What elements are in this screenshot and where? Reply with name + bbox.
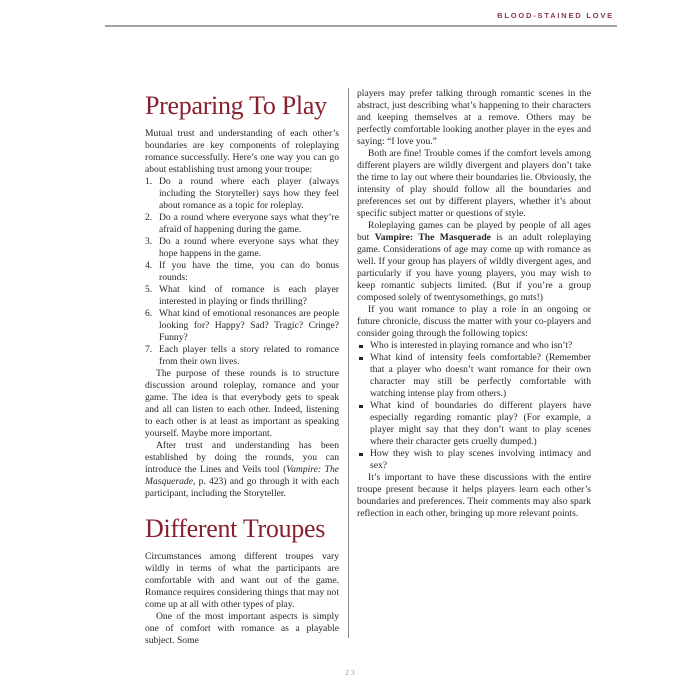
paragraph: The purpose of these rounds is to structure discussion around roleplay, romance and your game. The idea is that everybody gets to speak and all can listen to each other. Indeed, listening to each other is at least as important as speaking yourself. Maybe more important.	[145, 368, 339, 439]
column-divider	[348, 88, 349, 638]
paragraph	[357, 220, 591, 304]
paragraph: If you want romance to play a role in an ongoing or future chronicle, discuss the matter with your co-players and consider going through the following topics:	[357, 304, 591, 339]
discussion-topics-list	[357, 340, 591, 472]
list-item: Do a round where everyone says what they hope happens in the game.	[159, 236, 339, 259]
page-number: 23	[345, 668, 357, 677]
paragraph: Circumstances among different troupes vary wildly in terms of what the participants are comfortable with and want out of the game. Romance requires considering things that may not come up at all with other types of play.	[145, 551, 339, 610]
running-header: BLOOD-STAINED LOVE	[497, 11, 614, 20]
list-item: How they wish to play scenes involving intimacy and sex?	[357, 448, 591, 472]
paragraph: players may prefer talking through romantic scenes in the abstract, just describing what’s happening to their characters and keeping themselves at a remove. Others may be perfectly comfortable looking another player in the eyes and saying: “I love you.”	[357, 88, 591, 147]
section-heading-different-troupes: Different Troupes	[145, 514, 326, 543]
paragraph: One of the most important aspects is simply one of comfort with romance as a playable subject. Some	[145, 611, 339, 646]
text-run: , p. 423) and go through it with each participant, including the Storyteller.	[145, 476, 339, 499]
text-run: Roleplaying games can be played by people of all ages but	[357, 220, 591, 243]
list-item: What kind of boundaries do different players have especially regarding romantic play? (For example, a player might say that they don’t want to play scenes where their character gets cruelly dumped.)	[357, 400, 591, 448]
list-item: What kind of emotional resonances are people looking for? Happy? Sad? Tragic? Cringe? Funny?	[159, 308, 339, 343]
list-item: If you have the time, you can do bonus rounds:	[159, 260, 339, 283]
paragraph: Both are fine! Trouble comes if the comfort levels among different players are wildly divergent and players don’t take the time to lay out where their boundaries lie. Obviously, the intensity of play should follow all the boundaries and preferences set out by different players, whether it’s about specific subject matter or questions of style.	[357, 148, 591, 219]
list-item: Who is interested in playing romance and who isn’t?	[357, 340, 591, 352]
paragraph	[145, 440, 339, 500]
intro-paragraph: Mutual trust and understanding of each other’s boundaries are key components of roleplaying romance successfully. Here’s one way you can go about establishing trust among your troupe:	[145, 128, 339, 175]
book-title-bold: Vampire: The Masquerade	[374, 232, 491, 243]
list-item: Do a round where everyone says what they’re afraid of happening during the game.	[159, 212, 339, 235]
trust-rounds-list	[145, 176, 339, 368]
list-item: What kind of romance is each player interested in playing or finds thrilling?	[159, 284, 339, 307]
book-title-italic: Vampire: The Masquerade	[145, 464, 340, 487]
list-item: What kind of intensity feels comfortable? (Remember that a player who doesn’t want romance for their own character may still be perfectly comfortable with watching intense play from others.)	[357, 352, 591, 400]
header-rule	[105, 25, 617, 27]
right-column	[357, 88, 591, 520]
list-item: Do a round where each player (always including the Storyteller) says how they feel about romance as a topic for roleplay.	[159, 176, 339, 211]
text-run: After trust and understanding has been established by doing the rounds, you can introduce the Lines and Veils tool (	[145, 440, 339, 475]
list-item: Each player tells a story related to romance from their own lives.	[159, 344, 339, 367]
section-heading-preparing-to-play: Preparing To Play	[145, 91, 327, 120]
paragraph: It’s important to have these discussions with the entire troupe present because it helps players learn each other’s boundaries and preferences. Their comments may also spark reflection in each other, bringing up more relevant points.	[357, 472, 591, 519]
text-run: is an adult roleplaying game. Considerations of age may come up with romance as well. If your group has players of wildly divergent ages, and particularly if you have young players, you may wish to keep romantic subjects limited. (But if you’re a group composed solely of twentysomethings, go nuts!)	[357, 232, 591, 303]
left-column	[145, 92, 339, 647]
